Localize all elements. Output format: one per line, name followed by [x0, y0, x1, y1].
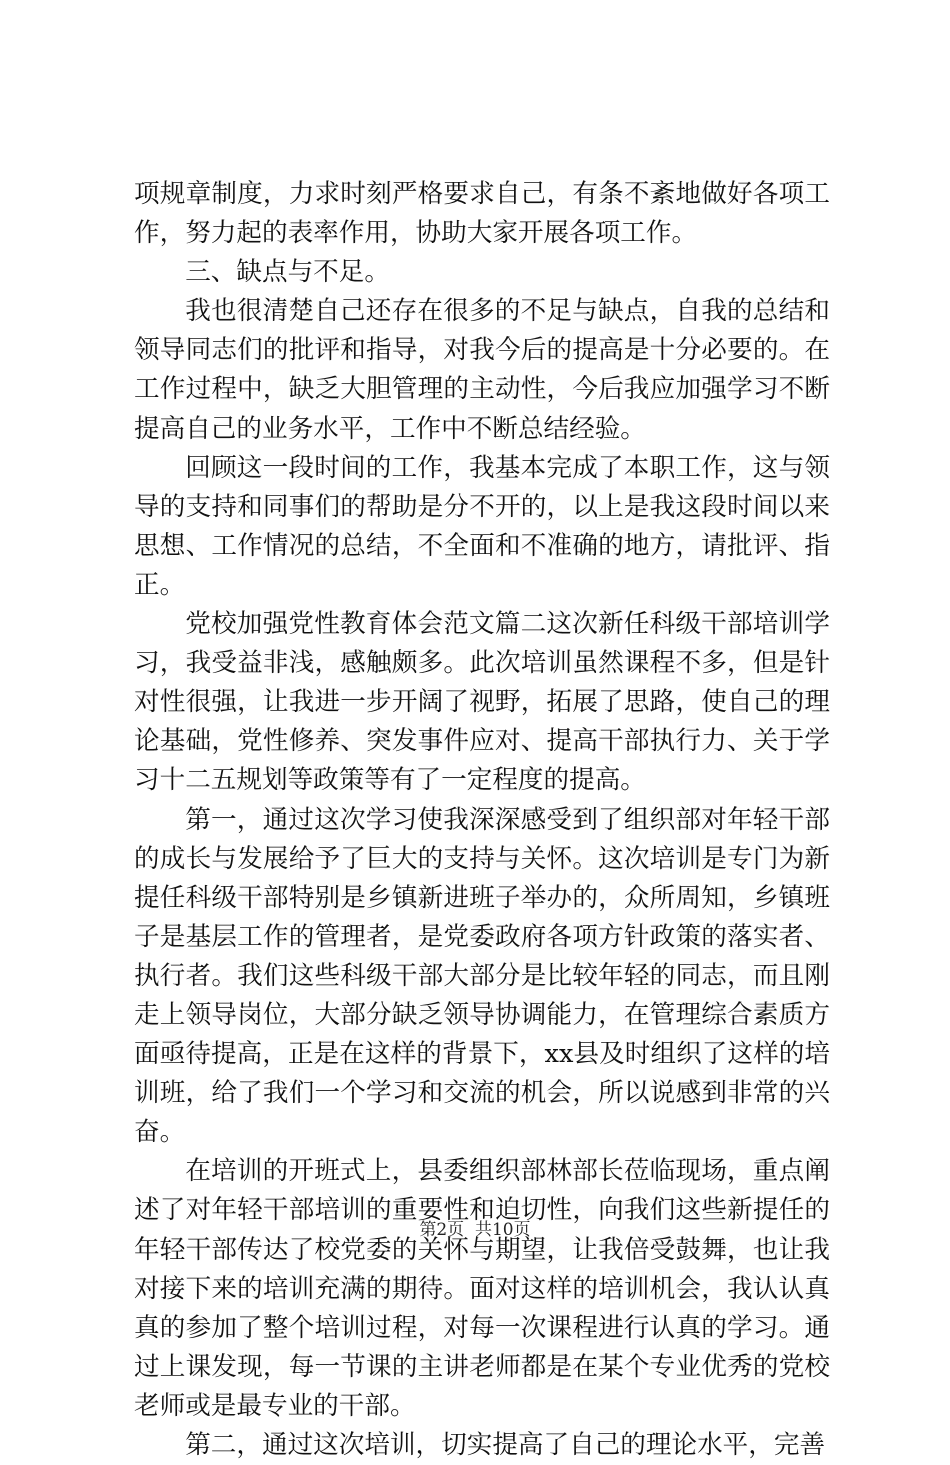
paragraph: 在培训的开班式上，县委组织部林部长莅临现场，重点阐述了对年轻干部培训的重要性和迫切性，向我们这些新提任的年轻干部传达了校党委的关怀与期望，让我倍受鼓舞，也让我对接下来的培训充满的期待。面对这样的培训机会，我认认真真的参加了整个培训过程，对每一次课程进行认真的学习。通过上课发现，每一节课的主讲老师都是在某个专业优秀的党校老师或是最专业的干部。: [134, 1156, 830, 1421]
page-number-footer: 第2页 共10页: [419, 1220, 531, 1240]
paragraph: 回顾这一段时间的工作，我基本完成了本职工作，这与领导的支持和同事们的帮助是分不开的，以上是我这段时间以来思想、工作情况的总结，不全面和不准确的地方，请批评、指正。: [134, 452, 830, 600]
paragraph-continuation: 项规章制度，力求时刻严格要求自己，有条不紊地做好各项工作，努力起的表率作用，协助大家开展各项工作。: [134, 179, 830, 249]
paragraph: 第二，通过这次培训，切实提高了自己的理论水平，完善: [185, 1430, 826, 1460]
document-body: [134, 175, 830, 1465]
section-heading-shortcomings: 三、缺点与不足。: [185, 257, 390, 288]
paragraph: 党校加强党性教育体会范文篇二这次新任科级干部培训学习，我受益非浅，感触颇多。此次培训虽然课程不多，但是针对性很强，让我进一步开阔了视野，拓展了思路，使自己的理论基础，党性修养、突发事件应对、提高干部执行力、关于学习十二五规划等政策等有了一定程度的提高。: [134, 609, 830, 796]
paragraph: 我也很清楚自己还存在很多的不足与缺点，自我的总结和领导同志们的批评和指导，对我今后的提高是十分必要的。在工作过程中，缺乏大胆管理的主动性，今后我应加强学习不断提高自己的业务水平，工作中不断总结经验。: [134, 296, 830, 444]
paragraph: 第一，通过这次学习使我深深感受到了组织部对年轻干部的成长与发展给予了巨大的支持与关怀。这次培训是专门为新提任科级干部特别是乡镇新进班子举办的，众所周知，乡镇班子是基层工作的管理者，是党委政府各项方针政策的落实者、执行者。我们这些科级干部大部分是比较年轻的同志，而且刚走上领导岗位，大部分缺乏领导协调能力，在管理综合素质方面亟待提高，正是在这样的背景下，xx县及时组织了这样的培训班，给了我们一个学习和交流的机会，所以说感到非常的兴奋。: [134, 804, 830, 1148]
